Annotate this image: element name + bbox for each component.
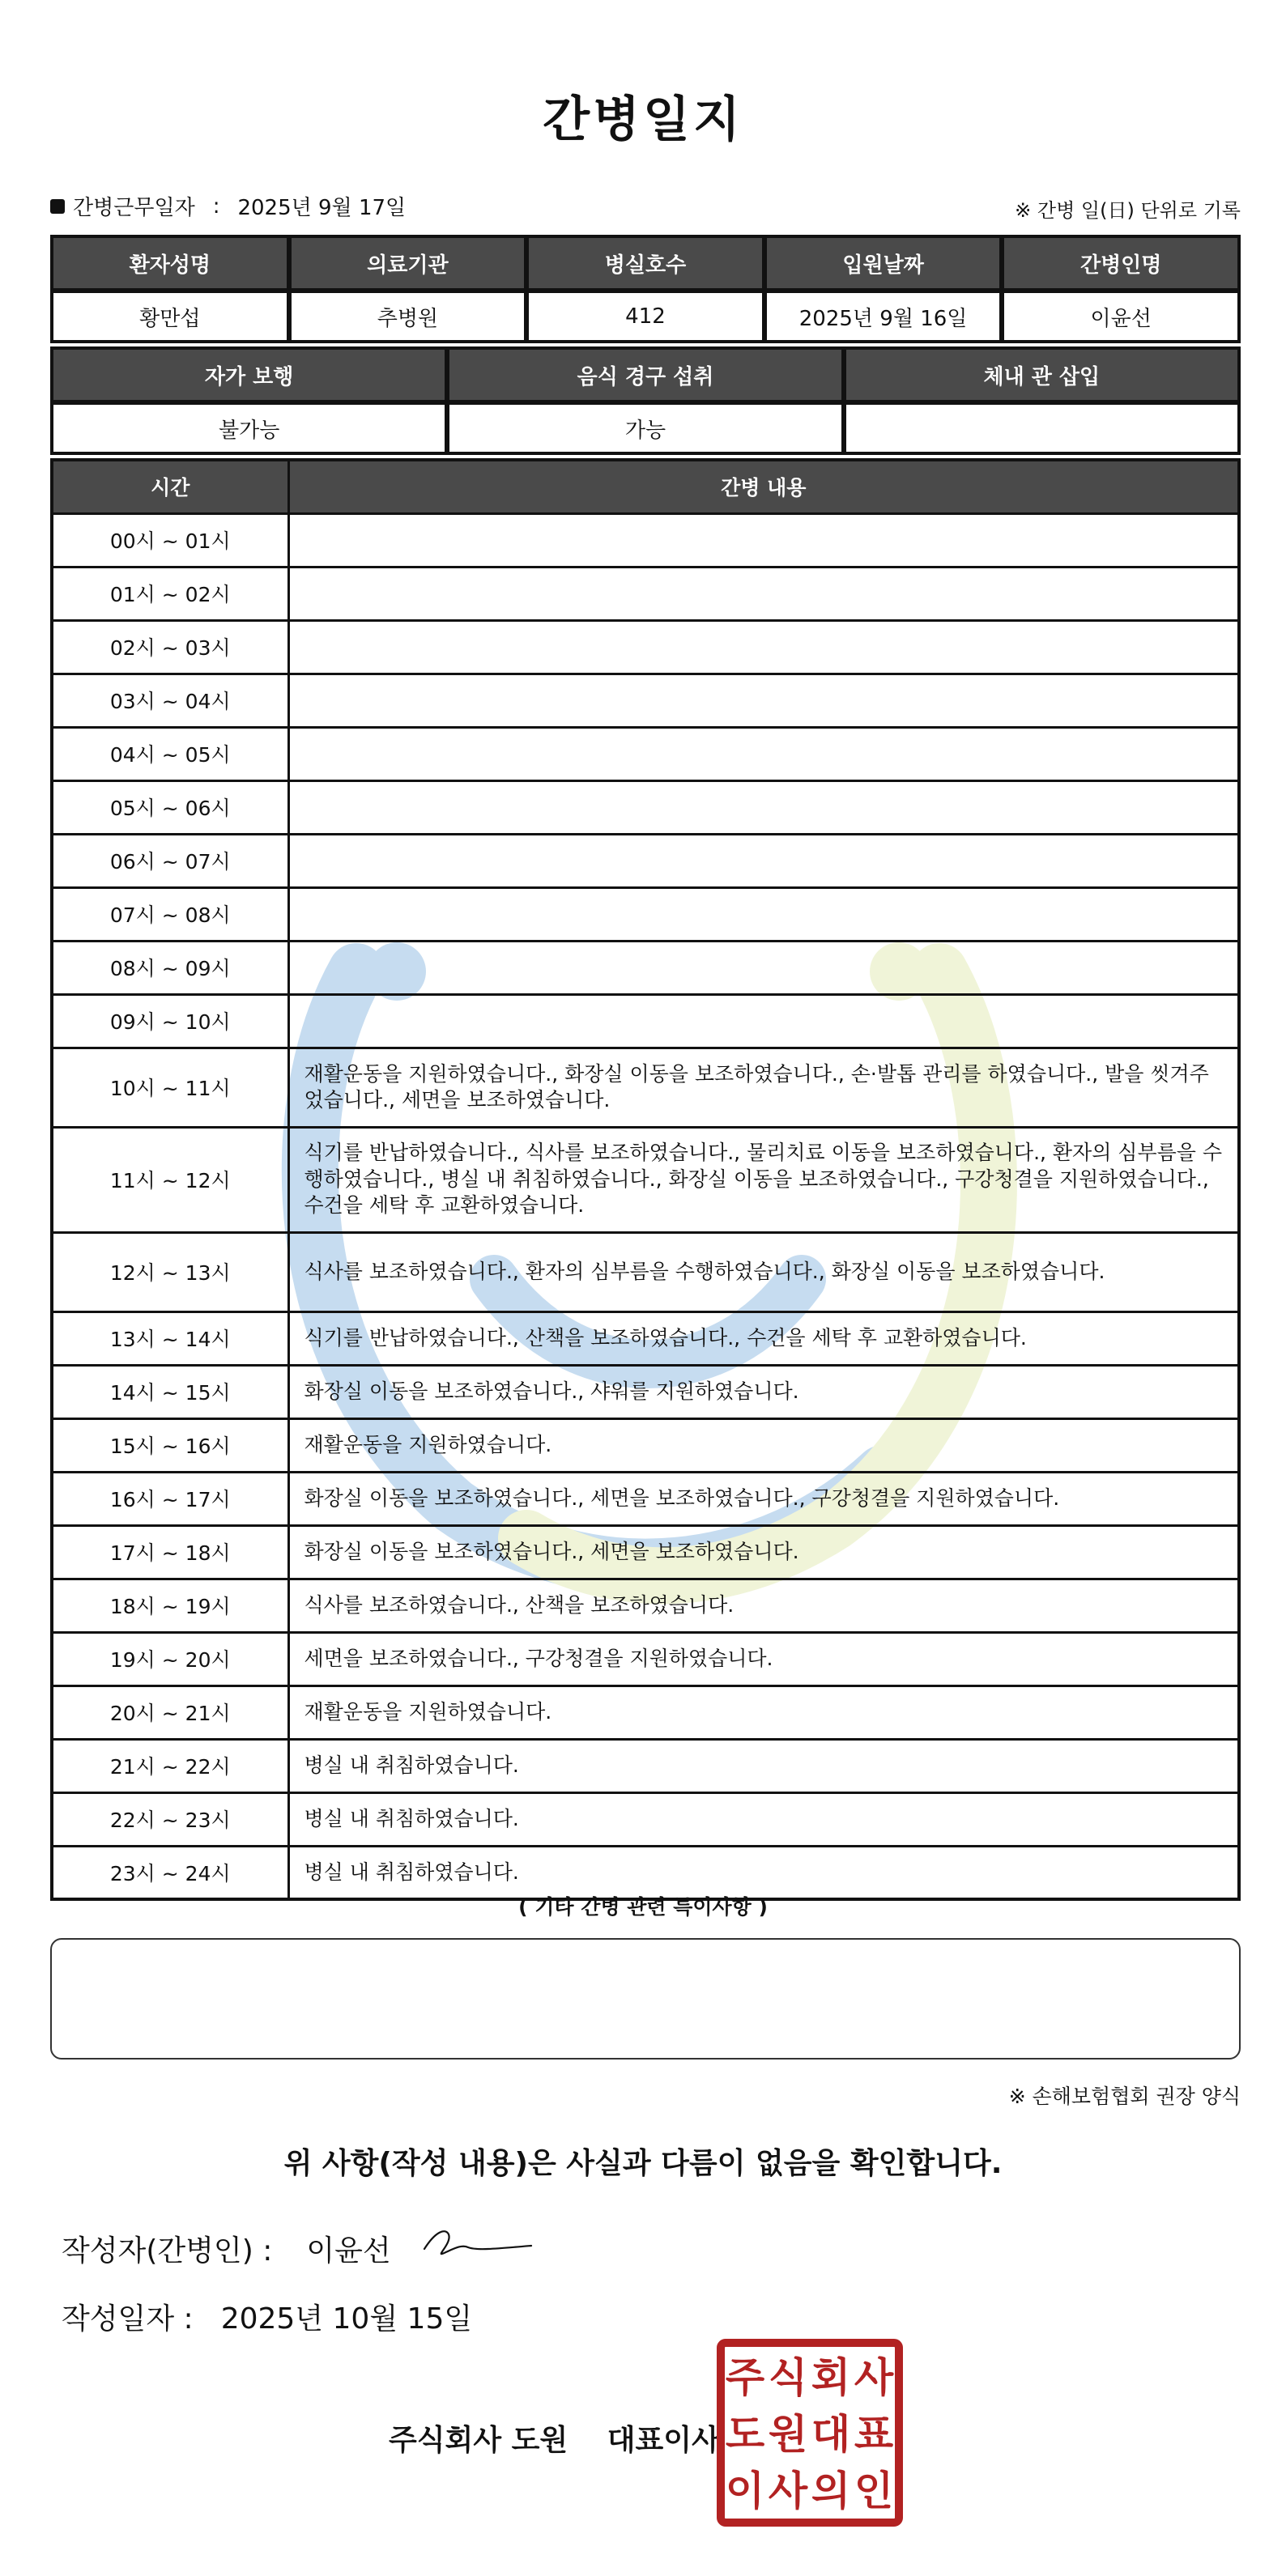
time-slot: 10시 ~ 11시 <box>52 1048 288 1127</box>
patient-status-table <box>50 346 1241 455</box>
table-row <box>52 887 1239 941</box>
representative-title: 대표이사 <box>607 2424 720 2457</box>
seal-glyph: 이 <box>725 2468 765 2514</box>
table-row <box>52 1048 1239 1127</box>
table-row <box>52 513 1239 567</box>
table-row <box>52 567 1239 620</box>
time-slot: 06시 ~ 07시 <box>52 834 288 887</box>
table-row <box>52 1472 1239 1525</box>
notes-box <box>50 1938 1241 2060</box>
care-log-table <box>50 458 1241 1901</box>
seal-glyph: 대 <box>811 2411 851 2458</box>
table-row <box>52 1418 1239 1472</box>
time-slot: 05시 ~ 06시 <box>52 780 288 834</box>
care-content: 식사를 보조하였습니다., 산책을 보조하였습니다. <box>288 1579 1239 1632</box>
seal-glyph: 식 <box>768 2354 808 2401</box>
table-row <box>52 780 1239 834</box>
time-slot: 13시 ~ 14시 <box>52 1311 288 1365</box>
company-seal-stamp <box>716 2338 904 2527</box>
caregiver-name: 이윤선 <box>1004 293 1237 340</box>
time-slot: 00시 ~ 01시 <box>52 513 288 567</box>
table-row <box>52 994 1239 1048</box>
company-line <box>389 2417 720 2459</box>
care-content: 병실 내 취침하였습니다. <box>288 1792 1239 1846</box>
header-oral-intake: 음식 경구 섭취 <box>449 350 841 400</box>
time-slot: 12시 ~ 13시 <box>52 1232 288 1311</box>
seal-glyph: 회 <box>811 2354 851 2401</box>
seal-glyph: 표 <box>854 2411 894 2458</box>
header-care-content: 간병 내용 <box>288 460 1239 513</box>
care-content <box>288 513 1239 567</box>
seal-glyph: 주 <box>725 2354 765 2401</box>
care-content <box>288 620 1239 674</box>
seal-glyph: 사 <box>768 2468 808 2514</box>
table-row <box>52 1632 1239 1685</box>
bullet-square-icon <box>50 199 65 214</box>
table-row <box>52 834 1239 887</box>
hospital-name: 추병원 <box>292 293 525 340</box>
header-self-walking: 자가 보행 <box>53 350 445 400</box>
association-note: ※ 손해보험협회 권장 양식 <box>1008 2085 1241 2108</box>
confirmation-statement: 위 사항(작성 내용)은 사실과 다름이 없음을 확인합니다. <box>283 2147 1003 2180</box>
care-content <box>288 941 1239 994</box>
written-date-line <box>62 2296 472 2337</box>
table-row <box>52 1127 1239 1232</box>
time-slot: 11시 ~ 12시 <box>52 1127 288 1232</box>
table-row <box>52 941 1239 994</box>
time-slot: 04시 ~ 05시 <box>52 727 288 780</box>
time-slot: 16시 ~ 17시 <box>52 1472 288 1525</box>
time-slot: 15시 ~ 16시 <box>52 1418 288 1472</box>
seal-glyph: 의 <box>811 2468 851 2514</box>
table-row <box>52 1792 1239 1846</box>
care-content <box>288 887 1239 941</box>
seal-glyph: 도 <box>725 2411 765 2458</box>
written-date-label: 작성일자 : <box>62 2302 194 2336</box>
signature-icon <box>421 2225 534 2260</box>
time-slot: 20시 ~ 21시 <box>52 1685 288 1739</box>
care-content: 세면을 보조하였습니다., 구강청결을 지원하였습니다. <box>288 1632 1239 1685</box>
care-content: 화장실 이동을 보조하였습니다., 샤워를 지원하였습니다. <box>288 1365 1239 1418</box>
room-number: 412 <box>529 293 762 340</box>
time-slot: 21시 ~ 22시 <box>52 1739 288 1792</box>
writer-label: 작성자(간병인) : <box>62 2234 273 2268</box>
care-content: 화장실 이동을 보조하였습니다., 세면을 보조하였습니다. <box>288 1525 1239 1579</box>
table-row <box>52 727 1239 780</box>
care-content: 재활운동을 지원하였습니다. <box>288 1685 1239 1739</box>
tube-insertion-value <box>846 405 1237 452</box>
time-slot: 14시 ~ 15시 <box>52 1365 288 1418</box>
table-row <box>52 1232 1239 1311</box>
company-name: 주식회사 도원 <box>389 2424 568 2457</box>
patient-name: 황만섭 <box>53 293 287 340</box>
header-caregiver-name: 간병인명 <box>1004 238 1237 288</box>
care-content: 재활운동을 지원하였습니다., 화장실 이동을 보조하였습니다., 손·발톱 관리를 하였습니다., 발을 씻겨주었습니다., 세면을 보조하였습니다. <box>288 1048 1239 1127</box>
work-date-label: 간병근무일자 <box>73 196 195 220</box>
care-content: 화장실 이동을 보조하였습니다., 세면을 보조하였습니다., 구강청결을 지원하였습니다. <box>288 1472 1239 1525</box>
work-date-value: 2025년 9월 17일 <box>237 196 407 220</box>
patient-info-table <box>50 235 1241 343</box>
care-log-body <box>52 513 1239 1899</box>
time-slot: 22시 ~ 23시 <box>52 1792 288 1846</box>
time-slot: 01시 ~ 02시 <box>52 567 288 620</box>
writer-line <box>62 2228 391 2269</box>
care-content <box>288 674 1239 727</box>
care-content: 재활운동을 지원하였습니다. <box>288 1418 1239 1472</box>
time-slot: 03시 ~ 04시 <box>52 674 288 727</box>
time-slot: 19시 ~ 20시 <box>52 1632 288 1685</box>
time-slot: 09시 ~ 10시 <box>52 994 288 1048</box>
self-walking-value: 불가능 <box>53 405 445 452</box>
time-slot: 23시 ~ 24시 <box>52 1846 288 1899</box>
care-content: 식사를 보조하였습니다., 환자의 심부름을 수행하였습니다., 화장실 이동을 보조하였습니다. <box>288 1232 1239 1311</box>
table-row <box>52 1365 1239 1418</box>
header-hospital: 의료기관 <box>292 238 525 288</box>
time-slot: 18시 ~ 19시 <box>52 1579 288 1632</box>
work-date <box>50 191 406 221</box>
header-room: 병실호수 <box>529 238 762 288</box>
care-content <box>288 567 1239 620</box>
care-content <box>288 727 1239 780</box>
work-date-colon: : <box>212 193 220 219</box>
table-row <box>52 1525 1239 1579</box>
care-content: 식기를 반납하였습니다., 식사를 보조하였습니다., 물리치료 이동을 보조하였습니다., 환자의 심부름을 수행하였습니다., 병실 내 취침하였습니다., 화장실 이동을 보조하였습니다., 구강청결을 지원하였습니다., 수건을 세탁 후 교환하였습니다. <box>288 1127 1239 1232</box>
time-slot: 02시 ~ 03시 <box>52 620 288 674</box>
header-patient-name: 환자성명 <box>53 238 287 288</box>
header-tube-insertion: 체내 관 삽입 <box>846 350 1237 400</box>
table-row <box>52 620 1239 674</box>
table-row <box>52 1739 1239 1792</box>
care-content: 식기를 반납하였습니다., 산책을 보조하였습니다., 수건을 세탁 후 교환하였습니다. <box>288 1311 1239 1365</box>
seal-glyph: 사 <box>854 2354 894 2401</box>
table-row <box>52 1685 1239 1739</box>
care-content: 병실 내 취침하였습니다. <box>288 1846 1239 1899</box>
written-date-value: 2025년 10월 15일 <box>220 2302 473 2336</box>
notes-heading: ( 기타 간병 관련 특이사항 ) <box>518 1895 768 1919</box>
care-content: 병실 내 취침하였습니다. <box>288 1739 1239 1792</box>
table-row <box>52 674 1239 727</box>
admission-date: 2025년 9월 16일 <box>767 293 1000 340</box>
oral-intake-value: 가능 <box>449 405 841 452</box>
table-row <box>52 1579 1239 1632</box>
document-title: 간병일지 <box>543 91 743 148</box>
header-time: 시간 <box>52 460 288 513</box>
time-slot: 08시 ~ 09시 <box>52 941 288 994</box>
table-row <box>52 1311 1239 1365</box>
seal-glyph: 인 <box>854 2468 894 2514</box>
unit-note: ※ 간병 일(日) 단위로 기록 <box>1015 199 1241 222</box>
time-slot: 07시 ~ 08시 <box>52 887 288 941</box>
care-content <box>288 780 1239 834</box>
time-slot: 17시 ~ 18시 <box>52 1525 288 1579</box>
writer-name: 이윤선 <box>306 2234 391 2268</box>
header-admission-date: 입원날짜 <box>767 238 1000 288</box>
care-content <box>288 834 1239 887</box>
seal-glyph: 원 <box>768 2411 808 2458</box>
care-content <box>288 994 1239 1048</box>
